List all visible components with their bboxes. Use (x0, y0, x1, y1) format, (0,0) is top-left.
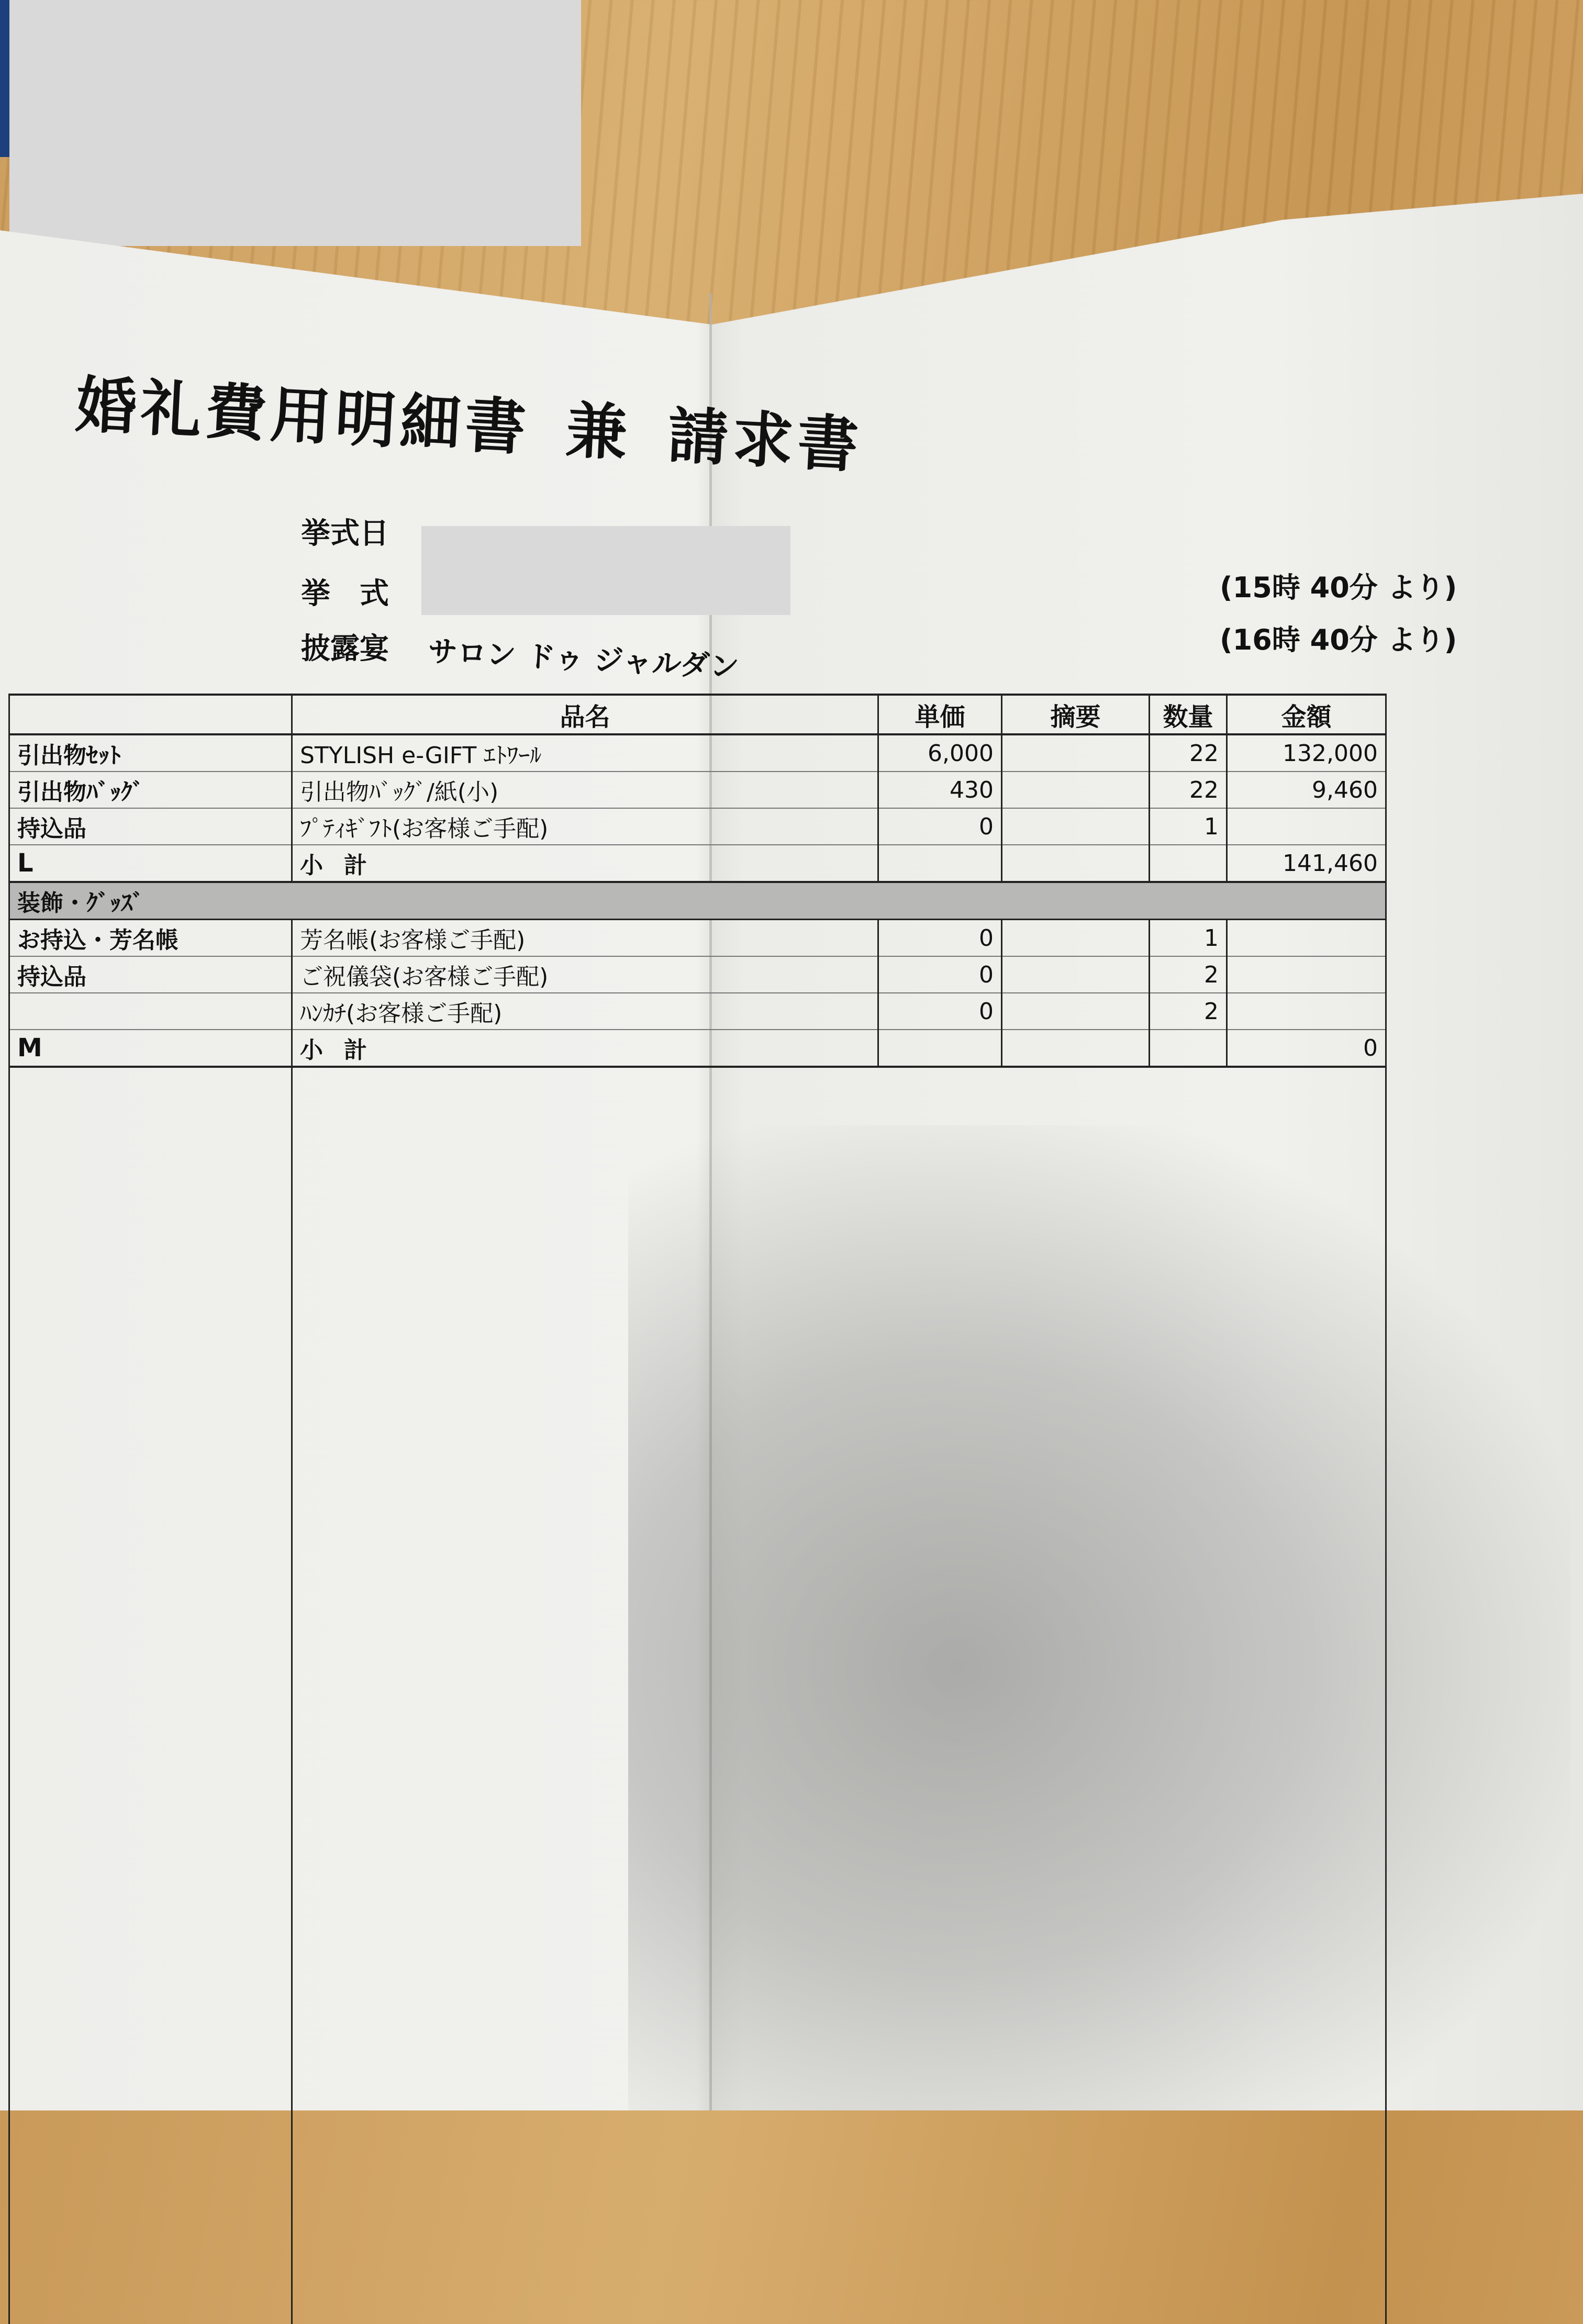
subtotal-label: 小計 (292, 1030, 878, 1067)
row-unit-price: 0 (878, 808, 1002, 845)
row-item: ﾌﾟﾃｨｷﾞﾌﾄ(お客様ご手配) (292, 808, 878, 845)
row-item: STYLISH e-GIFT ｴﾄﾜｰﾙ (292, 734, 878, 772)
table-row (9, 920, 1386, 957)
row-note (1002, 993, 1150, 1030)
subtotal-empty (878, 845, 1002, 882)
redaction-box-ceremony (421, 526, 790, 615)
subtotal-empty (1002, 845, 1150, 882)
row-item: 引出物ﾊﾞｯｸﾞ/紙(小) (292, 772, 878, 808)
row-amount (1227, 956, 1386, 993)
table-row (9, 956, 1386, 993)
row-amount (1227, 993, 1386, 1030)
subtotal-empty (1150, 1030, 1227, 1067)
row-quantity: 2 (1150, 956, 1227, 993)
row-quantity: 22 (1150, 734, 1227, 772)
note-header: 摘要 (1002, 695, 1150, 734)
subtotal-empty (878, 1030, 1002, 1067)
reception-venue: サロン ドゥ ジャルダン (427, 634, 740, 685)
row-unit-price: 0 (878, 993, 1002, 1030)
section-header: 装飾・ｸﾞｯｽﾞ (9, 882, 1386, 920)
subtotal-row (9, 1030, 1386, 1067)
row-note (1002, 956, 1150, 993)
row-category: 持込品 (9, 808, 292, 845)
row-category: お持込・芳名帳 (9, 920, 292, 957)
row-amount: 9,460 (1227, 772, 1386, 808)
row-category: 引出物ｾｯﾄ (9, 734, 292, 772)
category-header (9, 695, 292, 734)
subtotal-label: 小計 (292, 845, 878, 882)
row-quantity: 2 (1150, 993, 1227, 1030)
ceremony-date-label: 挙式日 (301, 517, 389, 551)
row-quantity: 1 (1150, 808, 1227, 845)
redaction-box-top (9, 0, 581, 246)
reception-time: (16時 40分 より) (1220, 623, 1457, 656)
subtotal-row (9, 845, 1386, 882)
title-end: 請求書 (666, 400, 864, 482)
row-note (1002, 808, 1150, 845)
row-amount (1227, 808, 1386, 845)
subtotal-code: M (9, 1030, 292, 1067)
row-amount (1227, 920, 1386, 957)
table-row (9, 772, 1386, 808)
subtotal-code: L (9, 845, 292, 882)
row-quantity: 1 (1150, 920, 1227, 957)
photo-shadow (628, 1125, 1570, 2110)
row-item: ﾊﾝｶﾁ(お客様ご手配) (292, 993, 878, 1030)
row-unit-price: 0 (878, 956, 1002, 993)
row-unit-price: 0 (878, 920, 1002, 957)
title-separator: 兼 (564, 395, 633, 470)
amount-header: 金額 (1227, 695, 1386, 734)
reception-label: 披露宴 (301, 632, 389, 666)
quantity-header: 数量 (1150, 695, 1227, 734)
item-name-header: 品名 (292, 695, 878, 734)
unit-price-header: 単価 (878, 695, 1002, 734)
subtotal-amount: 141,460 (1227, 845, 1386, 882)
ceremony-label: 挙 式 (301, 577, 389, 611)
row-note (1002, 772, 1150, 808)
subtotal-amount: 0 (1227, 1030, 1386, 1067)
title-main: 婚礼費用明細書 (74, 369, 532, 464)
row-category: 持込品 (9, 956, 292, 993)
subtotal-empty (1150, 845, 1227, 882)
row-category (9, 993, 292, 1030)
row-quantity: 22 (1150, 772, 1227, 808)
blank-cell (9, 1067, 292, 2324)
row-note (1002, 920, 1150, 957)
subtotal-empty (1002, 1030, 1150, 1067)
row-unit-price: 6,000 (878, 734, 1002, 772)
row-note (1002, 734, 1150, 772)
row-item: 芳名帳(お客様ご手配) (292, 920, 878, 957)
table-row (9, 734, 1386, 772)
ceremony-time: (15時 40分 より) (1220, 571, 1457, 604)
table-row (9, 808, 1386, 845)
row-item: ご祝儀袋(お客様ご手配) (292, 956, 878, 993)
section-header-row (9, 882, 1386, 920)
table-header-row (9, 695, 1386, 734)
row-category: 引出物ﾊﾞｯｸﾞ (9, 772, 292, 808)
table-row (9, 993, 1386, 1030)
row-unit-price: 430 (878, 772, 1002, 808)
row-amount: 132,000 (1227, 734, 1386, 772)
